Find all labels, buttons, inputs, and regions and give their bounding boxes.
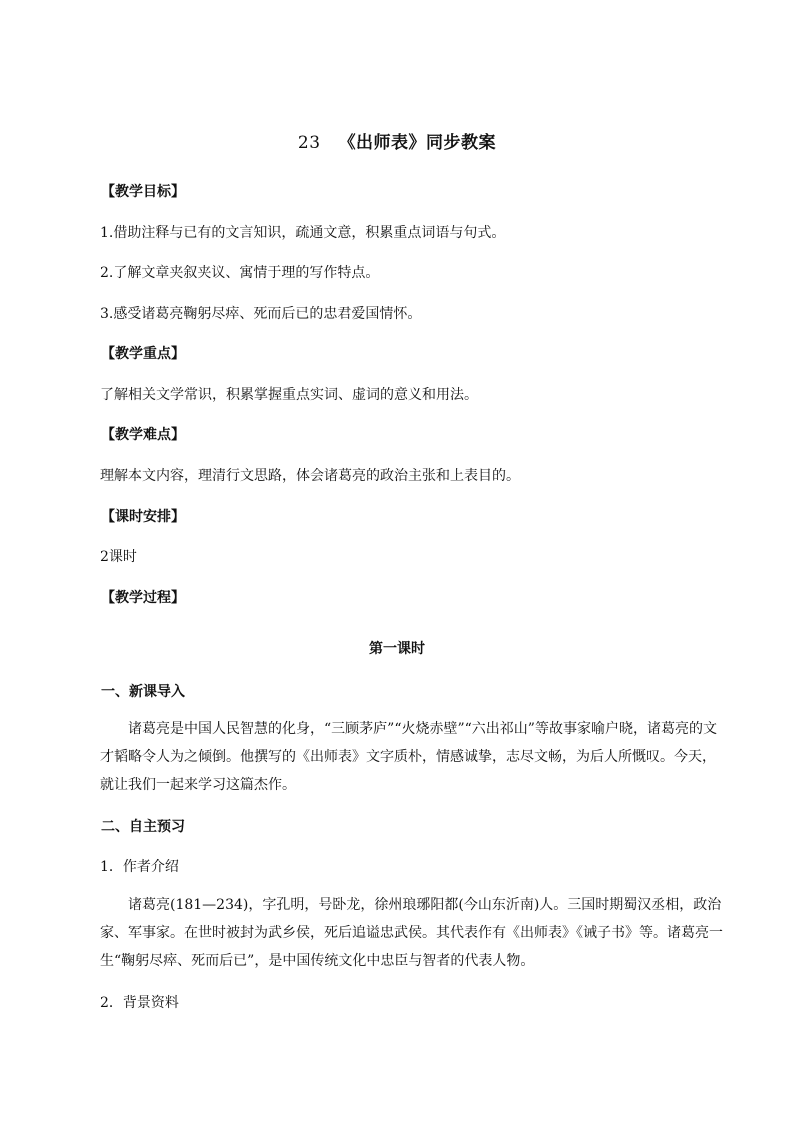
author-text: 诸葛亮(181—234)，字孔明，号卧龙，徐州琅琊阳都(今山东沂南)人。三国时期蜀汉丞相，政治家、军事家。在世时被封为武乡侯，死后追谥忠武侯。其代表作有《出师表》《诫子书》等。诸葛亮一生“鞠躬尽瘁、死而后已”，是中国传统文化中忠臣与智者的代表人物。 [100, 897, 723, 969]
heading-focus: 【教学重点】 [101, 346, 185, 362]
heading-difficulty: 【教学难点】 [101, 427, 185, 443]
author-paragraph [100, 891, 724, 975]
subheading-background: 2．背景资料 [100, 995, 179, 1011]
part-1-heading: 一、新课导入 [101, 684, 185, 700]
lesson-number: 23 [297, 133, 321, 153]
title-text: 《出师表》同步教案 [338, 133, 497, 153]
intro-paragraph [100, 715, 724, 799]
intro-text: 诸葛亮是中国人民智慧的化身，“三顾茅庐”“火烧赤壁”“六出祁山”等故事家喻户晓，诸葛亮的文才韬略令人为之倾倒。他撰写的《出师表》文字质朴，情感诚挚，志尽文畅，为后人所慨叹。今天，就让我们一起来学习这篇杰作。 [100, 721, 717, 793]
heading-process: 【教学过程】 [101, 590, 185, 606]
objective-3: 3.感受诸葛亮鞠躬尽瘁、死而后已的忠君爱国情怀。 [100, 306, 422, 322]
objective-2: 2.了解文章夹叙夹议、寓情于理的写作特点。 [100, 265, 380, 281]
objective-1: 1.借助注释与已有的文言知识，疏通文意，积累重点词语与句式。 [100, 225, 506, 241]
focus-text: 了解相关文学常识，积累掌握重点实词、虚词的意义和用法。 [100, 387, 478, 403]
schedule-text: 2课时 [100, 549, 137, 565]
lesson-1-title: 第一课时 [369, 641, 425, 657]
part-2-heading: 二、自主预习 [101, 819, 185, 835]
heading-objectives: 【教学目标】 [101, 184, 185, 200]
subheading-author: 1．作者介绍 [100, 859, 179, 875]
heading-schedule: 【课时安排】 [101, 509, 185, 525]
page-title [0, 128, 794, 153]
difficulty-text: 理解本文内容，理清行文思路，体会诸葛亮的政治主张和上表目的。 [100, 468, 520, 484]
